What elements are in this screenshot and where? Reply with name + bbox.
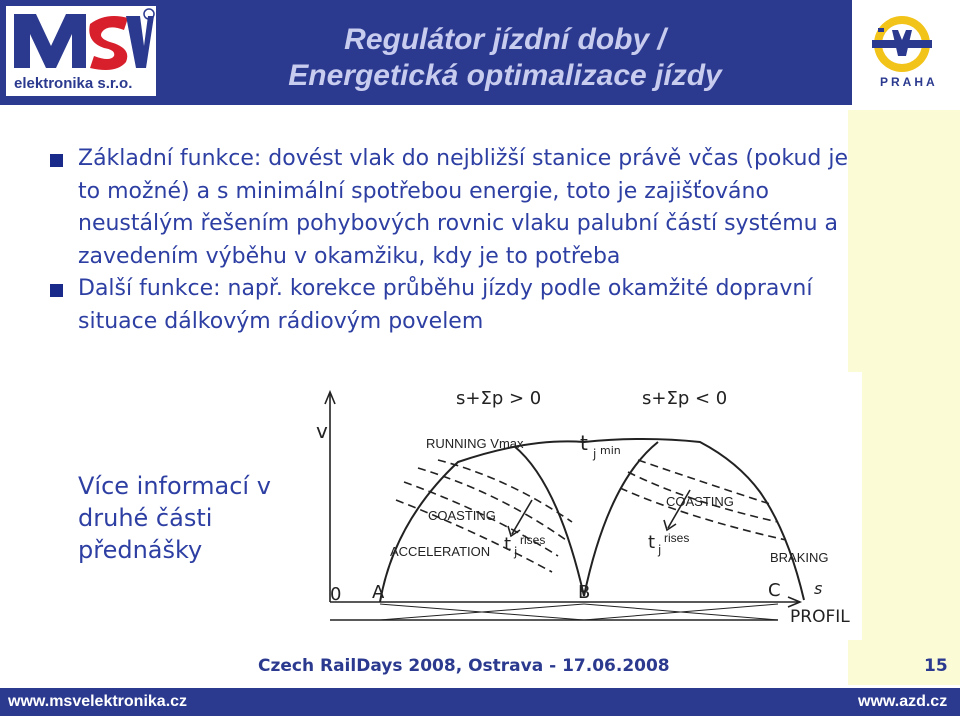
bullet-item-other-functions	[48, 273, 848, 338]
label-acceleration: ACCELERATION	[390, 544, 491, 559]
label-point-b: B	[578, 582, 591, 603]
left-braking-curve	[514, 446, 584, 596]
label-rises-left: rises	[520, 533, 546, 547]
label-tj-left-t: t	[504, 534, 512, 555]
label-coasting-left: COASTING	[428, 508, 496, 523]
label-s-negative: s+Σp < 0	[642, 388, 728, 409]
label-running: RUNNING Vmax	[426, 436, 524, 451]
bullet-item-main-function	[48, 143, 848, 273]
msv-website-link[interactable]: www.msvelektronika.cz	[8, 693, 188, 710]
axis-label-v: v	[316, 419, 328, 443]
bullet-list	[48, 143, 848, 338]
page-title	[160, 22, 850, 94]
side-panel	[848, 110, 960, 685]
bullet-text: Základní funkce: dovést vlak do nejbližší stanice právě včas (pokud je to možné) a s minimální spotřebou energie, toto je zajišťováno neustálým řešením pohybových rovnic vlaku palubní částí systému a zavedením výběhu v okamžiku, kdy je to potřeba	[78, 146, 848, 269]
more-info-line-1: Více informací v	[78, 472, 271, 500]
label-point-c: C	[768, 580, 781, 601]
title-line-1: Regulátor jízdní doby /	[344, 23, 666, 56]
more-info-note	[78, 470, 308, 566]
azd-logo-text: PRAHA	[880, 75, 938, 89]
right-accel-curve	[584, 442, 658, 596]
bullet-square-icon	[50, 284, 63, 297]
msv-logo-text: elektronika s.r.o.	[14, 75, 133, 92]
label-profil: PROFIL	[790, 607, 850, 627]
title-line-2: Energetická optimalizace jízdy	[288, 59, 722, 92]
azd-logo-graphic	[852, 0, 960, 105]
label-tj-right-t: t	[648, 532, 656, 553]
label-point-a: A	[372, 582, 385, 603]
axis-label-s: s	[814, 579, 823, 598]
azd-website-link[interactable]: www.azd.cz	[858, 693, 948, 710]
label-t-min-t: t	[580, 431, 588, 455]
bullet-text: Další funkce: např. korekce průběhu jízdy podle okamžité dopravní situace dálkovým rádiovým povelem	[78, 276, 813, 334]
msv-logo	[6, 6, 156, 96]
label-tj-left-j: j	[514, 545, 518, 559]
speed-profile-svg	[308, 372, 862, 640]
azd-logo	[852, 0, 960, 105]
msv-logo-graphic	[6, 6, 156, 96]
conference-footer: Czech RailDays 2008, Ostrava - 17.06.2008	[258, 656, 670, 676]
more-info-line-2: druhé části	[78, 504, 213, 532]
label-t-min-sub: min	[600, 444, 621, 457]
speed-profile-diagram	[308, 372, 862, 640]
label-tj-right-j: j	[658, 543, 662, 557]
page-number: 15	[924, 656, 948, 676]
label-origin: 0	[330, 584, 342, 605]
bullet-square-icon	[50, 154, 63, 167]
label-braking: BRAKING	[770, 550, 829, 565]
label-coasting-right: COASTING	[666, 494, 734, 509]
more-info-line-3: přednášky	[78, 536, 203, 564]
label-rises-right: rises	[664, 531, 690, 545]
label-t-min-j: j	[593, 447, 597, 461]
label-s-positive: s+Σp > 0	[456, 388, 542, 409]
